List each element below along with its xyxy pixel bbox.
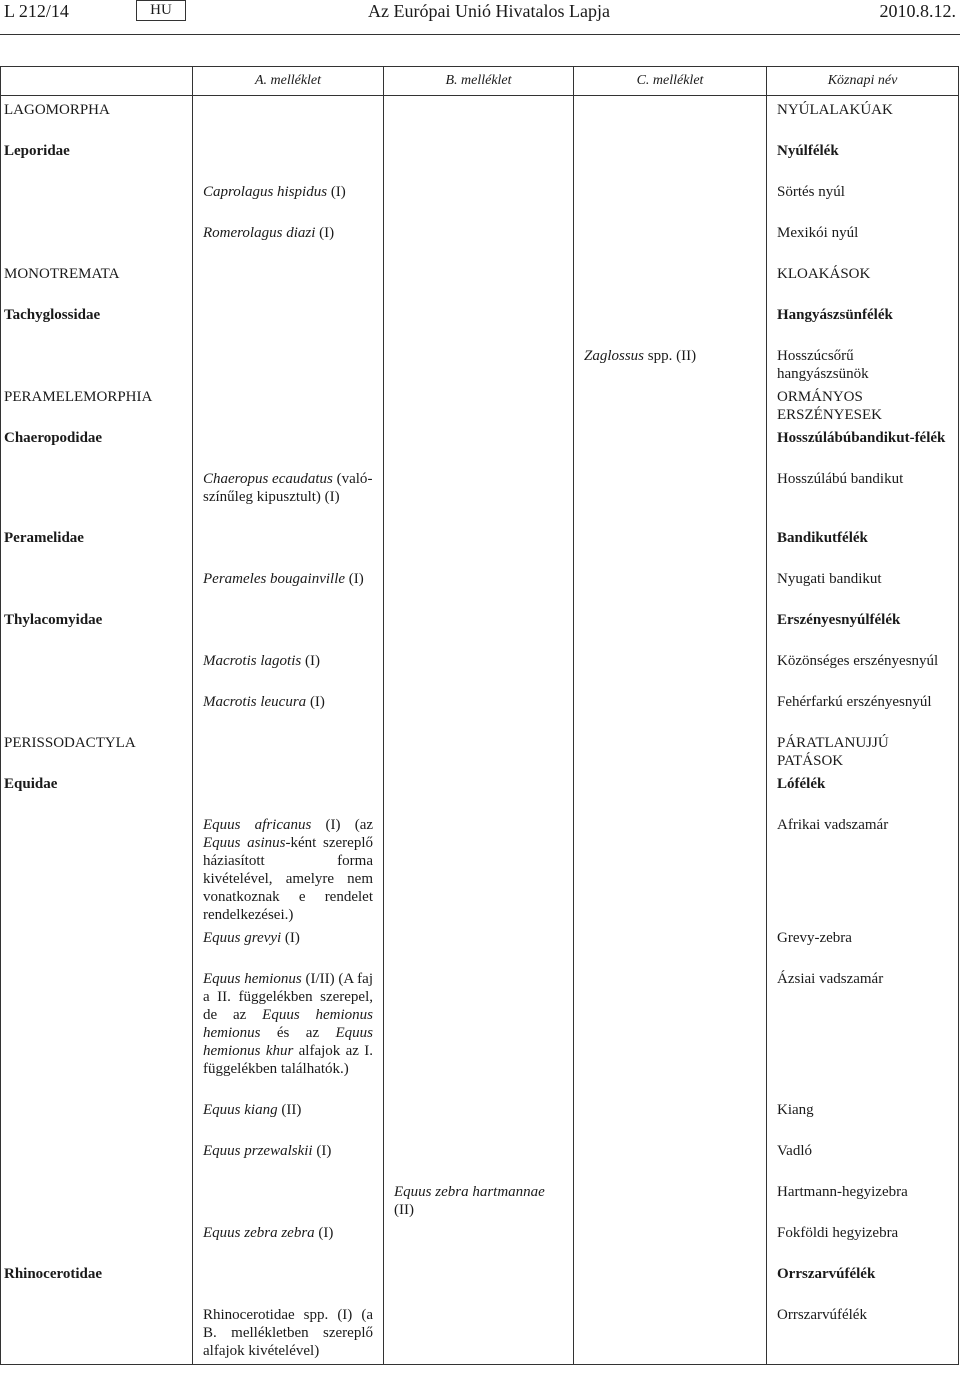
common-family-name: Lófélék xyxy=(767,770,959,811)
table-row xyxy=(1,1301,959,1365)
language-code: HU xyxy=(136,0,186,21)
table-row xyxy=(1,1178,959,1219)
species-name: Macrotis leucura xyxy=(203,694,307,710)
common-name: Hartmann-hegyizebra xyxy=(767,1178,959,1219)
order-name: PERISSODACTYLA xyxy=(1,729,193,770)
annex-note: (valószínűleg kipusztult) (I) xyxy=(203,471,373,505)
family-name: Equidae xyxy=(1,770,193,811)
species-table-wrap xyxy=(0,66,960,1365)
table-row xyxy=(1,811,959,924)
table-row xyxy=(1,383,959,424)
table-row xyxy=(1,424,959,465)
header-cell-annex-a: A. melléklet xyxy=(193,67,384,96)
table-row xyxy=(1,688,959,729)
common-name: Hosszúlábú bandikut xyxy=(767,465,959,524)
species-name: Equus przewalskii xyxy=(203,1143,313,1159)
table-row xyxy=(1,219,959,260)
common-name: Nyugati bandikut xyxy=(767,565,959,606)
common-family-name: Hosszúlábúbandikut-félék xyxy=(767,424,959,465)
table-row xyxy=(1,301,959,342)
order-name: PERAMELEMORPHIA xyxy=(1,383,193,424)
annex-a-entry: Rhinocerotidae spp. (I) (a B. mellékletben szereplő alfajok kivételével) xyxy=(193,1301,384,1365)
annex-a-entry xyxy=(193,965,384,1096)
species-name: Perameles bougainville xyxy=(203,571,346,587)
order-name: MONOTREMATA xyxy=(1,260,193,301)
header-cell-annex-b: B. melléklet xyxy=(384,67,574,96)
annex-a-entry xyxy=(193,219,384,260)
table-row xyxy=(1,965,959,1096)
species-name: Equus asinus xyxy=(203,835,286,851)
family-name: Peramelidae xyxy=(1,524,193,565)
publication-date: 2010.8.12. xyxy=(879,1,956,21)
table-row xyxy=(1,524,959,565)
annex-a-entry xyxy=(193,178,384,219)
annex-note: (I) xyxy=(281,930,300,946)
annex-b-entry xyxy=(384,1178,574,1219)
annex-note: (I) xyxy=(312,1143,332,1159)
annex-note: (I/II) (A faj a II. függelékben szerepel, de az xyxy=(203,971,374,1023)
header-cell-taxon xyxy=(1,67,193,96)
table-row xyxy=(1,729,959,770)
annex-a-entry xyxy=(193,1137,384,1178)
species-name: Zaglossus xyxy=(584,348,645,364)
table-row xyxy=(1,96,959,138)
annex-note: (I) xyxy=(315,225,335,241)
common-name: Vadló xyxy=(767,1137,959,1178)
common-family-name: Erszényesnyúlfélék xyxy=(767,606,959,647)
annex-a-entry xyxy=(193,688,384,729)
table-row xyxy=(1,1219,959,1260)
annex-c-entry xyxy=(574,342,767,383)
species-name: Macrotis lagotis xyxy=(203,653,302,669)
order-name: LAGOMORPHA xyxy=(1,96,193,138)
annex-note: és az xyxy=(260,1025,336,1041)
annex-note: (I) (az xyxy=(311,817,374,833)
annex-note: -ként szereplő háziasított forma kivételével, amelyre nem vonatkoznak e rendelet rendelkezései.) xyxy=(203,835,374,923)
annex-note: (I) xyxy=(301,653,320,669)
common-name: Ázsiai vadszamár xyxy=(767,965,959,1096)
species-name: Equus hemionus khur xyxy=(203,1025,373,1059)
annex-a-entry xyxy=(193,811,384,924)
header-cell-annex-c: C. melléklet xyxy=(574,67,767,96)
common-name: Fehérfarkú erszényesnyúl xyxy=(767,688,959,729)
table-row xyxy=(1,465,959,524)
journal-title: Az Európai Unió Hivatalos Lapja xyxy=(368,1,610,21)
species-name: Caprolagus hispidus xyxy=(203,184,328,200)
species-name: Romerolagus diazi xyxy=(203,225,316,241)
header-cell-common-name: Köznapi név xyxy=(767,67,959,96)
species-name: Equus hemionus xyxy=(203,971,302,987)
annex-a-entry xyxy=(193,1096,384,1137)
species-name: Chaeropus ecaudatus xyxy=(203,471,333,487)
annex-note: (II) xyxy=(277,1102,302,1118)
species-name: Equus zebra hartmannae xyxy=(394,1184,545,1200)
common-name: NYÚLALAKÚAK xyxy=(767,96,959,138)
family-name: Leporidae xyxy=(1,137,193,178)
table-row xyxy=(1,1137,959,1178)
annex-a-entry xyxy=(193,565,384,606)
family-name: Thylacomyidae xyxy=(1,606,193,647)
species-name: Equus africanus xyxy=(203,817,312,833)
common-family-name: Bandikutfélék xyxy=(767,524,959,565)
species-name: Equus grevyi xyxy=(203,930,282,946)
table-header-row xyxy=(1,67,959,96)
page-number: L 212/14 xyxy=(4,1,69,21)
table-row xyxy=(1,924,959,965)
annex-note: spp. (II) xyxy=(644,348,697,364)
annex-note: (I) xyxy=(345,571,364,587)
header-rule xyxy=(0,34,960,35)
common-name: ORMÁNYOS ERSZÉNYESEK xyxy=(767,383,959,424)
family-name: Rhinocerotidae xyxy=(1,1260,193,1301)
table-row xyxy=(1,1260,959,1301)
common-name: Grevy-zebra xyxy=(767,924,959,965)
common-family-name: Nyúlfélék xyxy=(767,137,959,178)
annex-note: (I) xyxy=(314,1225,334,1241)
family-name: Tachyglossidae xyxy=(1,301,193,342)
common-name: Közönséges erszényesnyúl xyxy=(767,647,959,688)
common-family-name: Orrszarvúfélék xyxy=(767,1260,959,1301)
family-name: Chaeropodidae xyxy=(1,424,193,465)
annex-note: (I) xyxy=(327,184,346,200)
annex-a-entry xyxy=(193,465,384,524)
common-family-name: Hangyászsünfélék xyxy=(767,301,959,342)
annex-note: (I) xyxy=(306,694,325,710)
annex-a-entry xyxy=(193,647,384,688)
annex-a-entry xyxy=(193,1219,384,1260)
species-name: Equus kiang xyxy=(203,1102,278,1118)
page-header xyxy=(0,0,960,26)
common-name: Hosszúcsőrű hangyászsünök xyxy=(767,342,959,383)
table-row xyxy=(1,137,959,178)
table-row xyxy=(1,565,959,606)
species-name: Equus zebra zebra xyxy=(203,1225,315,1241)
annex-note: alfajok az I. függelékben találhatók.) xyxy=(203,1043,373,1077)
common-name: Fokföldi hegyizebra xyxy=(767,1219,959,1260)
table-row xyxy=(1,260,959,301)
common-name: KLOAKÁSOK xyxy=(767,260,959,301)
common-name: Afrikai vadszamár xyxy=(767,811,959,924)
table-row xyxy=(1,1096,959,1137)
common-name: Sörtés nyúl xyxy=(767,178,959,219)
annex-a-entry xyxy=(193,924,384,965)
species-name: Equus hemionus hemionus xyxy=(203,1007,373,1041)
common-name: Mexikói nyúl xyxy=(767,219,959,260)
common-name: Kiang xyxy=(767,1096,959,1137)
table-row xyxy=(1,606,959,647)
table-row xyxy=(1,770,959,811)
common-name: Orrszarvúfélék xyxy=(767,1301,959,1365)
table-row xyxy=(1,647,959,688)
common-name: PÁRATLANUJJÚ PATÁSOK xyxy=(767,729,959,770)
table-row xyxy=(1,178,959,219)
species-table xyxy=(0,66,959,1365)
table-row xyxy=(1,342,959,383)
annex-note: (II) xyxy=(394,1202,414,1218)
